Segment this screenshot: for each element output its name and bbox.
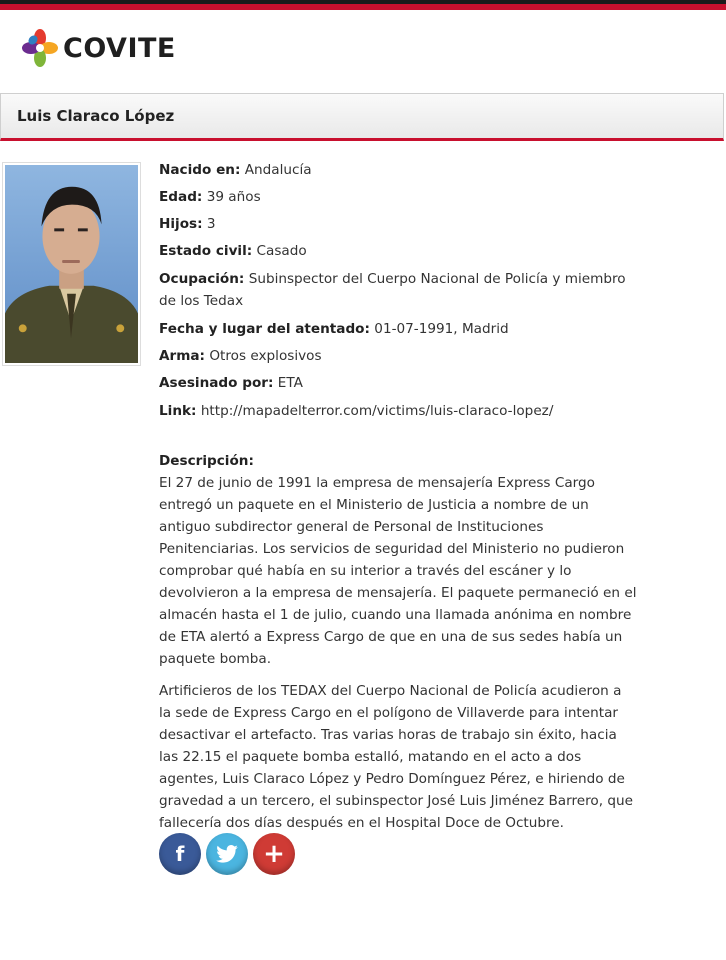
facebook-share-button[interactable] bbox=[159, 833, 201, 875]
civil-status-value: Casado bbox=[256, 243, 307, 259]
birthplace-value: Andalucía bbox=[244, 162, 312, 178]
twitter-share-button[interactable] bbox=[206, 833, 248, 875]
profile-row-occupation bbox=[159, 268, 644, 312]
victim-photo bbox=[2, 162, 141, 366]
logo-text: COVITE bbox=[63, 32, 176, 64]
profile-row-age bbox=[159, 186, 261, 208]
top-accent-bar bbox=[0, 0, 726, 10]
facebook-icon: f bbox=[175, 842, 185, 866]
covite-logo[interactable] bbox=[22, 28, 176, 68]
description-paragraph-1: El 27 de junio de 1991 la empresa de mensajería Express Cargo entregó un paquete en el Ministerio de Justicia a nombre de un antiguo subdirector general de Personal de Instituciones Penitenciarias. Los servicios de seguridad del Ministerio no pudieron comprobar qué había en su interior a través del escáner y lo devolvieron a la empresa de mensajería. El paquete permaneció en el almacén hasta el 1 de julio, cuando una llamada anónima en nombre de ETA alertó a Express Cargo de que en una de sus sedes había un paquete bomba. bbox=[159, 475, 637, 667]
attack-label: Fecha y lugar del atentado: bbox=[159, 321, 370, 337]
link-value[interactable]: http://mapadelterror.com/victims/luis-claraco-lopez/ bbox=[200, 403, 554, 419]
weapon-value: Otros explosivos bbox=[209, 348, 322, 364]
occupation-value: Subinspector del Cuerpo Nacional de Policía y miembro de los Tedax bbox=[159, 271, 626, 309]
covite-flower-icon bbox=[22, 28, 58, 68]
page-title: Luis Claraco López bbox=[17, 107, 175, 125]
link-label: Link: bbox=[159, 403, 197, 419]
social-share-buttons bbox=[159, 833, 295, 875]
birthplace-label: Nacido en: bbox=[159, 162, 241, 178]
children-label: Hijos: bbox=[159, 216, 203, 232]
attack-value: 01-07-1991, Madrid bbox=[374, 321, 509, 337]
description-label: Descripción: bbox=[159, 453, 254, 469]
weapon-label: Arma: bbox=[159, 348, 205, 364]
killed-by-value: ETA bbox=[277, 375, 303, 391]
killed-by-label: Asesinado por: bbox=[159, 375, 274, 391]
twitter-bird-icon bbox=[216, 845, 238, 863]
page-title-bar bbox=[0, 93, 724, 141]
age-label: Edad: bbox=[159, 189, 203, 205]
profile-row-civil-status bbox=[159, 240, 307, 262]
profile-row-killed-by bbox=[159, 372, 303, 394]
age-value: 39 años bbox=[206, 189, 261, 205]
plus-icon: + bbox=[263, 839, 285, 869]
profile-row-weapon bbox=[159, 345, 322, 367]
profile-row-attack bbox=[159, 318, 509, 340]
site-header bbox=[0, 10, 726, 92]
children-value: 3 bbox=[206, 216, 216, 232]
description-section bbox=[159, 450, 637, 844]
description-paragraph-2: Artificieros de los TEDAX del Cuerpo Nacional de Policía acudieron a la sede de Express Cargo en el polígono de Villaverde para intentar desactivar el artefacto. Tras varias horas de trabajo sin éxito, hacia las 22.15 el paquete bomba estalló, matando en el acto a dos agentes, Luis Claraco López y Pedro Domínguez Pérez, e hiriendo de gravedad a un tercero, el subinspector José Luis Jiménez Barrero, que fallecería dos días después en el Hospital Doce de Octubre. bbox=[159, 683, 633, 831]
portrait-image bbox=[5, 165, 138, 363]
profile-row-birthplace bbox=[159, 159, 312, 181]
profile-row-link bbox=[159, 400, 553, 422]
more-share-button[interactable] bbox=[253, 833, 295, 875]
profile-row-children bbox=[159, 213, 216, 235]
occupation-label: Ocupación: bbox=[159, 271, 245, 287]
civil-status-label: Estado civil: bbox=[159, 243, 253, 259]
